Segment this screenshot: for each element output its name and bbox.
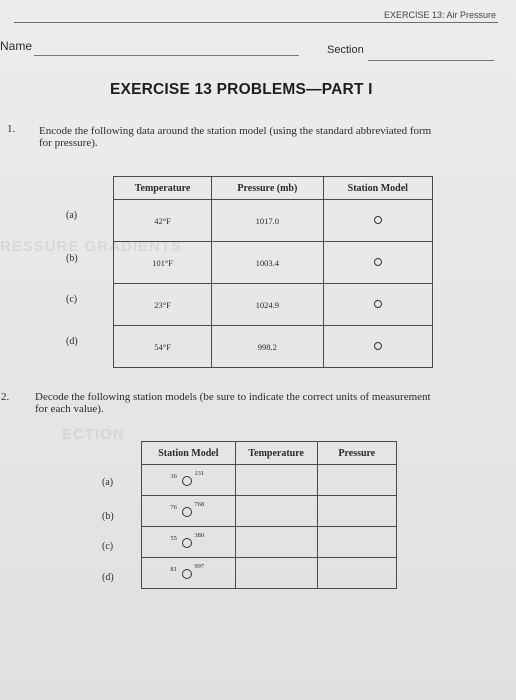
question-2-line2: for each value).	[35, 403, 104, 415]
question-2-text	[35, 391, 431, 415]
q2-header-temperature: Temperature	[235, 442, 317, 465]
station-model-pressure: 768	[194, 501, 205, 508]
station-model-diagram	[158, 562, 218, 582]
q1-row-label: (a)	[66, 210, 78, 221]
q2-temperature-answer-cell[interactable]	[235, 465, 317, 496]
station-circle-icon	[374, 300, 382, 308]
section-label: Section	[327, 44, 364, 56]
q1-pressure-cell: 1017.0	[212, 200, 323, 242]
q1-station-model-cell[interactable]	[323, 284, 432, 326]
q1-header-temperature: Temperature	[114, 177, 212, 200]
q1-station-model-cell[interactable]	[323, 200, 432, 242]
q2-header-pressure: Pressure	[317, 442, 396, 465]
station-model-temperature: 55	[170, 535, 177, 542]
station-model-pressure: 997	[194, 563, 205, 570]
q1-header-pressure: Pressure (mb)	[212, 177, 323, 200]
table-row	[142, 527, 397, 558]
name-field-line[interactable]	[34, 55, 299, 56]
q1-temperature-cell: 54°F	[114, 326, 212, 368]
station-circle-icon	[374, 216, 382, 224]
station-circle-icon	[374, 258, 382, 266]
station-circle-icon	[374, 342, 382, 350]
q2-temperature-answer-cell[interactable]	[235, 558, 317, 589]
station-model-diagram	[158, 500, 218, 520]
section-field-line[interactable]	[368, 60, 494, 61]
q1-pressure-cell: 1003.4	[212, 242, 323, 284]
q1-temperature-cell: 23°F	[114, 284, 212, 326]
q1-header-station-model: Station Model	[323, 177, 432, 200]
station-model-temperature: 36	[170, 473, 177, 480]
q2-pressure-answer-cell[interactable]	[317, 465, 396, 496]
table-row	[114, 200, 433, 242]
question-1-line2: for pressure).	[39, 137, 98, 149]
question-2-number: 2.	[1, 391, 10, 403]
q2-station-model-cell	[142, 558, 236, 589]
q1-station-model-cell[interactable]	[323, 242, 432, 284]
q1-pressure-cell: 1024.9	[212, 284, 323, 326]
table-row	[142, 496, 397, 527]
q2-row-label: (b)	[102, 511, 114, 522]
station-circle-icon	[182, 476, 192, 486]
q1-station-model-cell[interactable]	[323, 326, 432, 368]
table-row	[142, 558, 397, 589]
q1-temperature-cell: 42°F	[114, 200, 212, 242]
q2-station-model-cell	[142, 496, 236, 527]
station-circle-icon	[182, 507, 192, 517]
question-1-line1: Encode the following data around the station model (using the standard abbreviated form	[39, 125, 432, 137]
q2-table	[141, 441, 397, 589]
question-1-text	[39, 125, 431, 149]
show-through-text: RESSURE GRADIENTS	[0, 238, 183, 255]
q2-pressure-answer-cell[interactable]	[317, 527, 396, 558]
q2-temperature-answer-cell[interactable]	[235, 496, 317, 527]
station-model-temperature: 76	[170, 504, 177, 511]
q2-header-station-model: Station Model	[142, 442, 236, 465]
q2-station-model-cell	[142, 527, 236, 558]
page-title: EXERCISE 13 PROBLEMS—PART I	[110, 81, 373, 98]
q2-row-label: (c)	[102, 541, 114, 552]
table-row	[142, 465, 397, 496]
name-label: Name	[0, 39, 33, 53]
station-circle-icon	[182, 569, 192, 579]
question-1-number: 1.	[7, 123, 16, 135]
header-rule	[14, 22, 498, 23]
q1-row-label: (d)	[66, 336, 78, 347]
station-model-diagram	[158, 531, 218, 551]
station-model-temperature: 81	[170, 566, 177, 573]
question-2-line1: Decode the following station models (be sure to indicate the correct units of measurement	[35, 391, 431, 403]
table-row	[114, 242, 433, 284]
q2-row-label: (d)	[102, 572, 114, 583]
q1-row-label: (b)	[66, 253, 78, 264]
q1-pressure-cell: 998.2	[212, 326, 323, 368]
q2-temperature-answer-cell[interactable]	[235, 527, 317, 558]
exercise-header: EXERCISE 13: Air Pressure	[383, 10, 496, 20]
station-model-pressure: 380	[194, 532, 205, 539]
q1-temperature-cell: 101°F	[114, 242, 212, 284]
q2-row-label: (a)	[102, 477, 114, 488]
q1-table	[113, 176, 433, 368]
station-model-diagram	[158, 469, 218, 489]
station-model-pressure: 131	[194, 470, 205, 477]
q1-row-label: (c)	[66, 294, 78, 305]
q2-pressure-answer-cell[interactable]	[317, 496, 396, 527]
table-row	[114, 326, 433, 368]
show-through-text: ECTION	[62, 426, 125, 443]
table-row	[114, 284, 433, 326]
q2-pressure-answer-cell[interactable]	[317, 558, 396, 589]
station-circle-icon	[182, 538, 192, 548]
q2-station-model-cell	[142, 465, 236, 496]
